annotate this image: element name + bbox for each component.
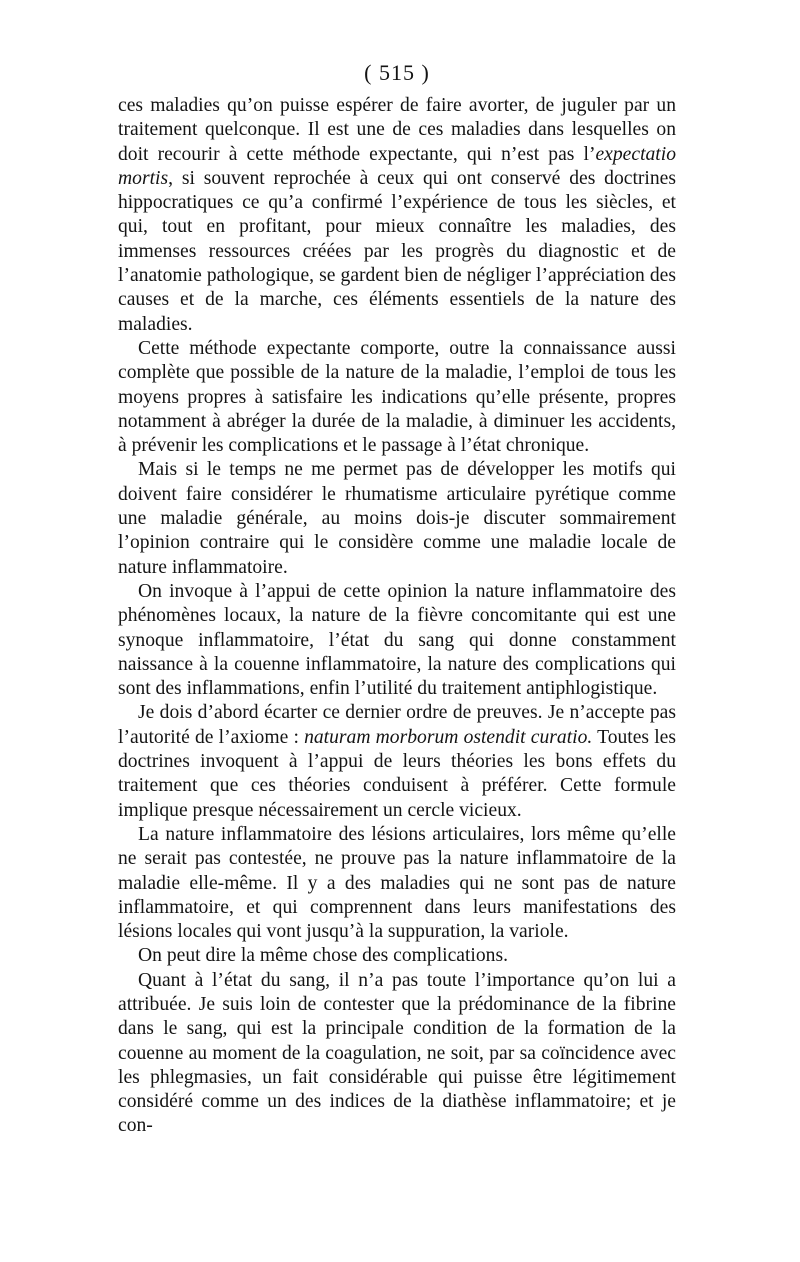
text-segment: Mais si le temps ne me permet pas de développer les motifs qui doivent faire considérer le rhumatisme articulaire pyrétique comme une maladie générale, au moins dois-je discuter sommairement l’opinion contraire qui le considère comme une maladie locale de nature inflammatoire. — [118, 459, 676, 578]
italic-phrase: naturam morborum ostendit curatio. — [304, 726, 593, 748]
paragraph-sang — [118, 969, 676, 1139]
paragraph-complications — [118, 944, 676, 968]
paragraph-methode-expectante — [118, 337, 676, 458]
italic-phrase: expectatio mortis — [118, 143, 676, 189]
text-segment: ces maladies qu’on puisse espérer de faire avorter, de juguler par un traitement quelconque. Il est une de ces maladies dans lesquelles on doit recourir à cette méthode expectante, qui n’est pas l’ — [118, 95, 676, 165]
body-text — [118, 94, 676, 1139]
text-segment: Toutes les doctrines invoquent à l’appui de leurs théories les bons effets du traitement que ces théories conduisent à préférer. Cette formule implique presque nécessairement un cercle vicieux. — [118, 726, 676, 821]
paragraph-preuves — [118, 701, 676, 822]
text-segment: On peut dire la même chose des complications. — [138, 945, 508, 967]
text-segment: Quant à l’état du sang, il n’a pas toute l’importance qu’on lui a attribuée. Je suis loin de contester que la prédominance de la fibrine dans le sang, qui est la principale condition de la formation de la couenne au moment de la coagulation, ne soit, par sa coïncidence avec les phlegmasies, un fait considérable qui puisse être légitimement considéré comme un des indices de la diathèse inflammatoire; et je con- — [118, 969, 676, 1137]
page-number: ( 515 ) — [364, 60, 430, 85]
text-segment: Je dois d’abord écarter ce dernier ordre de preuves. Je n’accepte pas l’autorité de l’axiome : — [118, 702, 676, 748]
text-segment: La nature inflammatoire des lésions articulaires, lors même qu’elle ne serait pas contestée, ne prouve pas la nature inflammatoire de la maladie elle-même. Il y a des maladies qui ne sont pas de nature inflammatoire, et qui comprennent dans leurs manifestations des lésions locales qui vont jusqu’à la suppuration, la variole. — [118, 823, 676, 943]
text-segment: On invoque à l’appui de cette opinion la nature inflammatoire des phénomènes locaux, la nature de la fièvre concomitante qui est une synoque inflammatoire, l’état du sang qui donne constamment naissance à la couenne inflammatoire, la nature des complications qui sont des inflammations, enfin l’utilité du traitement antiphlogistique. — [118, 580, 676, 700]
book-page — [118, 56, 676, 1139]
paragraph-continuation — [118, 94, 676, 337]
text-segment: Cette méthode expectante comporte, outre la connaissance aussi complète que possible de la nature de la maladie, l’emploi de tous les moyens propres à satisfaire les indications qu’elle présente, propres notamment à abréger la durée de la maladie, à diminuer les accidents, à prévenir les complications et le passage à l’état chronique. — [118, 337, 676, 457]
text-segment: , si souvent reprochée à ceux qui ont conservé des doctrines hippocratiques ce qu’a confirmé l’expérience de tous les siècles, et qui, tout en profitant, pour mieux connaître les maladies, des immenses ressources créées par les progrès du diagnostic et de l’anatomie pathologique, se gardent bien de négliger l’appréciation des causes et de la marche, ces éléments essentiels de la nature des maladies. — [118, 167, 676, 335]
paragraph-appui — [118, 580, 676, 701]
paragraph-lesions — [118, 823, 676, 944]
paragraph-motifs — [118, 458, 676, 579]
